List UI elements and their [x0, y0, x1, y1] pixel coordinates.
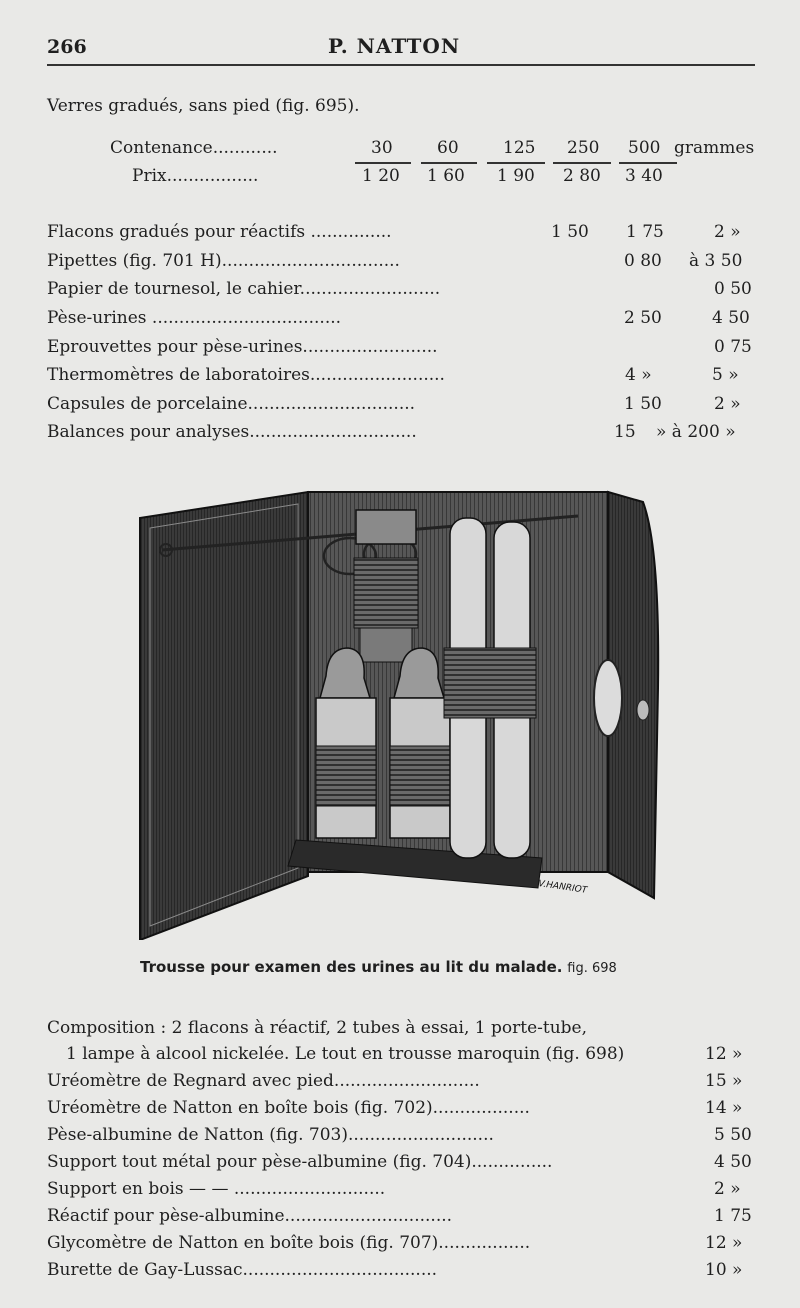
item-price: 5 » — [712, 365, 739, 385]
item-price: 1 75 — [626, 222, 664, 242]
item-price: 10 » — [705, 1260, 743, 1280]
item-label: Uréomètre de Regnard avec pied........................... — [47, 1071, 480, 1091]
item-price: à 3 50 — [689, 251, 743, 271]
contenance-label: Contenance............ — [110, 138, 278, 158]
capacity-60: 60 — [437, 138, 459, 158]
item-price: 2 50 — [624, 308, 662, 328]
item-label: Support tout métal pour pèse-albumine (fig. 704)............... — [47, 1152, 553, 1172]
item-price: 15 — [614, 422, 636, 442]
item-label: Glycomètre de Natton en boîte bois (fig. 707)................. — [47, 1233, 531, 1253]
item-price: 2 » — [714, 394, 741, 414]
price-250: 2 80 — [563, 166, 601, 186]
item-label: Eprouvettes pour pèse-urines......................... — [47, 337, 438, 357]
item-price: 1 50 — [624, 394, 662, 414]
item-price: 5 50 — [714, 1125, 752, 1145]
item-price: 0 80 — [624, 251, 662, 271]
item-price: 1 50 — [551, 222, 589, 242]
prix-label: Prix................. — [132, 166, 259, 186]
price-60: 1 60 — [427, 166, 465, 186]
item-price: 4 » — [625, 365, 652, 385]
item-price: 15 » — [705, 1071, 743, 1091]
item-label: Flacons gradués pour réactifs ............... — [47, 222, 392, 242]
item-label: Support en bois — — ............................ — [47, 1179, 386, 1199]
capacity-30: 30 — [371, 138, 393, 158]
item-price: 1 75 — [714, 1206, 752, 1226]
figure-reference: fig. 698 — [567, 961, 617, 976]
item-label: Papier de tournesol, le cahier.......................... — [47, 279, 441, 299]
capacity-250: 250 — [567, 138, 600, 158]
item-label: Balances pour analyses............................... — [47, 422, 417, 442]
item-label: Pèse-urines ................................... — [47, 308, 342, 328]
item-price: 12 » — [705, 1233, 743, 1253]
header-rule — [47, 64, 755, 66]
item-label: Burette de Gay-Lussac.................................... — [47, 1260, 438, 1280]
running-title: P. NATTON — [328, 34, 461, 58]
capacity-rule — [619, 162, 677, 164]
item-price: 4 50 — [712, 308, 750, 328]
item-price: » à 200 » — [656, 422, 736, 442]
composition-line1: Composition : 2 flacons à réactif, 2 tubes à essai, 1 porte-tube, — [47, 1018, 588, 1038]
engraver-signature: V.HANRIOT — [537, 879, 588, 896]
item-price: 0 50 — [714, 279, 752, 299]
item-price: 0 75 — [714, 337, 752, 357]
price-125: 1 90 — [497, 166, 535, 186]
capacity-rule — [421, 162, 477, 164]
capacity-125: 125 — [503, 138, 536, 158]
capacity-rule — [553, 162, 611, 164]
item-label: Réactif pour pèse-albumine............................... — [47, 1206, 453, 1226]
verres-title: Verres gradués, sans pied (fig. 695). — [47, 96, 360, 116]
capacity-unit: grammes — [674, 138, 755, 158]
item-label: Uréomètre de Natton en boîte bois (fig. 702).................. — [47, 1098, 530, 1118]
item-price: 4 50 — [714, 1152, 752, 1172]
item-price: 14 » — [705, 1098, 743, 1118]
item-label: Capsules de porcelaine............................... — [47, 394, 416, 414]
item-price: 2 » — [714, 222, 741, 242]
price-30: 1 20 — [362, 166, 400, 186]
item-price: 2 » — [714, 1179, 741, 1199]
page-number: 266 — [47, 36, 87, 58]
composition-line2: 1 lampe à alcool nickelée. Le tout en trousse maroquin (fig. 698) — [66, 1044, 625, 1064]
price-500: 3 40 — [625, 166, 663, 186]
item-label: Pèse-albumine de Natton (fig. 703)........................... — [47, 1125, 494, 1145]
capacity-500: 500 — [628, 138, 661, 158]
item-label: Thermomètres de laboratoires......................... — [47, 365, 445, 385]
figure-caption: Trousse pour examen des urines au lit du malade. — [140, 958, 563, 976]
item-label: Pipettes (fig. 701 H)................................. — [47, 251, 400, 271]
kit-illustration — [138, 488, 662, 940]
capacity-rule — [487, 162, 545, 164]
composition-price: 12 » — [705, 1044, 743, 1064]
capacity-rule — [355, 162, 411, 164]
